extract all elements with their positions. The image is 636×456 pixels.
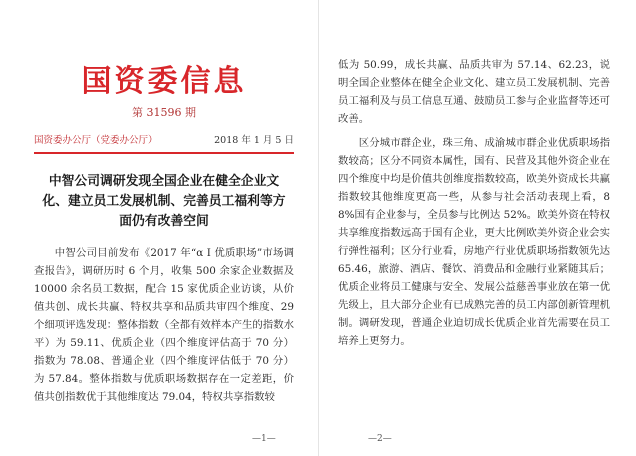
article-body: [34, 244, 294, 406]
publish-date: 2018 年 1 月 5 日: [214, 135, 294, 146]
title-line: 中智公司调研发现全国企业在健全企业文: [48, 174, 280, 189]
title-line: 面仍有改善空间: [119, 214, 209, 229]
article-body-continued: [338, 56, 610, 350]
page-number: —2—: [368, 434, 392, 444]
page-number: —1—: [252, 434, 276, 444]
article-title: [34, 172, 294, 232]
title-line: 化、建立员工发展机制、完善员工福利等方: [42, 194, 286, 209]
paragraph: 中智公司目前发布《2017 年“α I 优质职场”市场调查报告》，调研历时 6 个月，收集 500 余家企业数据及 10000 余名员工数据，配合 15 家优质企业访谈，从价值共创、成长共赢、特权共享和品质共审四个维度、29 个细项评选发现：整体指数（全都有效样本产生的指数水平）为 59.11、优质企业（四个维度评估高于 70 分）指数为 78.08、普通企业（四个维度评估低于 70 分）为 57.84。整体指数与优质职场数据存在一定差距，价值共创指数优于其他维度达 79.04，特权共享指数较: [34, 247, 294, 403]
paragraph: 低为 50.99，成长共赢、品质共审为 57.14、62.23，说明全国企业整体在健全企业文化、建立员工发展机制、完善员工福利及与员工信息互通、鼓励员工参与企业监督等还可改善。: [338, 59, 610, 125]
paragraph: 区分城市群企业，珠三角、成渝城市群企业优质职场指数较高；区分不同资本属性，国有、民营及其他外资企业在四个维度中均是价值共创维度指数较高，欧美外资成长共赢指数较其他维度更高一些，从参与社会活动表现上看，88%国有企业参与，全员参与比例达 52%。欧美外资在特权共享维度指数远高于国有企业，更大比例欧美外资企业会实行弹性福利；区分行业看，房地产行业优质职场指数领先达 65.46，旅游、酒店、餐饮、消费品和金融行业紧随其后；优质企业将员工健康与安全、发展公益慈善事业放在第一优先级上，且大部分企业有已成熟完善的员工内部创新管理机制。调研发现，普通企业迫切成长优质企业首先需要在员工培养上更努力。: [338, 137, 610, 347]
red-rule: [34, 152, 294, 154]
meta-row: [34, 132, 294, 146]
masthead: 国资委信息: [81, 64, 247, 99]
issue-number: 第 31596 期: [132, 106, 196, 119]
right-page: [318, 0, 636, 456]
publisher: 国资委办公厅（党委办公厅）: [34, 135, 158, 146]
